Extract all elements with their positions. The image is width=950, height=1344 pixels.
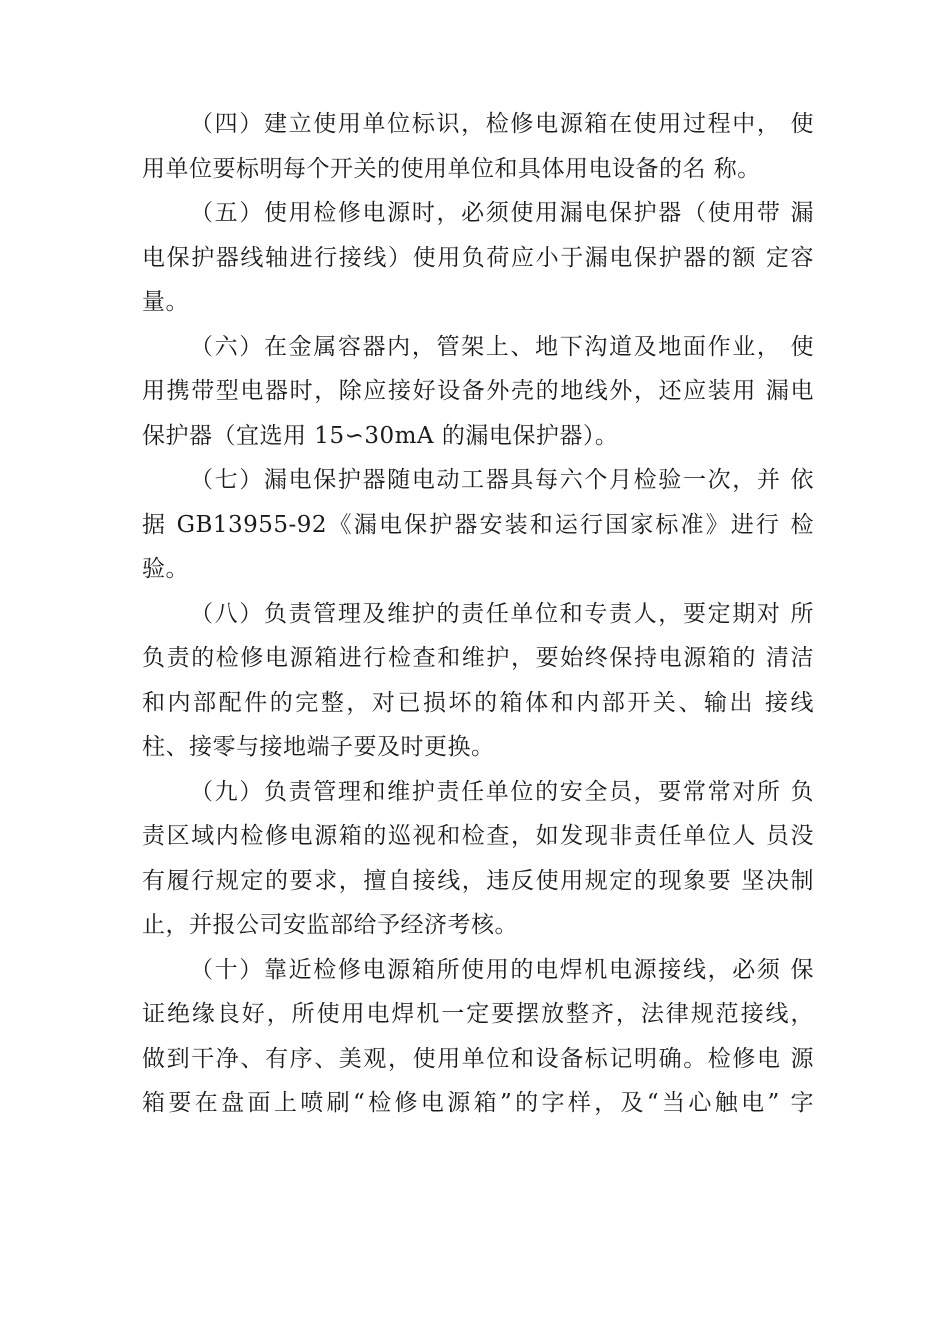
text-line: 电保护器线轴进行接线）使用负荷应小于漏电保护器的额 定容 bbox=[142, 244, 814, 271]
text-line: （五）使用检修电源时，必须使用漏电保护器（使用带 漏 bbox=[190, 200, 814, 226]
text-line: 证绝缘良好，所使用电焊机一定要摆放整齐，法律规范接线， bbox=[142, 1001, 814, 1027]
text-line: 箱要在盘面上喷刷“检修电源箱”的字样，及“当心触电” 字 bbox=[142, 1090, 814, 1116]
paragraph-7 bbox=[142, 458, 814, 592]
paragraph-8 bbox=[142, 592, 814, 770]
text-line: 负责的检修电源箱进行检查和维护，要始终保持电源箱的 清洁 bbox=[142, 645, 814, 671]
paragraph-6 bbox=[142, 325, 814, 459]
text-line: 据 GB13955-92《漏电保护器安装和运行国家标准》进行 检 bbox=[142, 511, 814, 538]
text-line: （七）漏电保护器随电动工器具每六个月检验一次，并 依 bbox=[190, 467, 814, 493]
text-line: 做到干净、有序、美观，使用单位和设备标记明确。检修电 源 bbox=[142, 1045, 814, 1072]
text-line: 和内部配件的完整，对已损坏的箱体和内部开关、输出 接线 bbox=[142, 689, 814, 716]
document-body bbox=[142, 102, 814, 1126]
text-line: （八）负责管理及维护的责任单位和专责人，要定期对 所 bbox=[190, 600, 814, 627]
text-line: （六）在金属容器内，管架上、地下沟道及地面作业， 使 bbox=[190, 333, 814, 360]
paragraph-5 bbox=[142, 191, 814, 325]
text-line: 用单位要标明每个开关的使用单位和具体用电设备的名 称。 bbox=[142, 155, 761, 182]
text-line: （十）靠近检修电源箱所使用的电焊机电源接线，必须 保 bbox=[190, 956, 814, 983]
text-line: （九）负责管理和维护责任单位的安全员，要常常对所 负 bbox=[190, 778, 814, 805]
text-line: 量。 bbox=[142, 289, 189, 315]
paragraph-9 bbox=[142, 770, 814, 948]
text-line: 责区域内检修电源箱的巡视和检查，如发现非责任单位人 员没 bbox=[142, 823, 814, 849]
paragraph-10 bbox=[142, 948, 814, 1126]
text-line: 验。 bbox=[142, 556, 189, 582]
paragraph-4 bbox=[142, 102, 814, 191]
text-line: 止，并报公司安监部给予经济考核。 bbox=[142, 912, 518, 938]
text-line: 有履行规定的要求，擅自接线，违反使用规定的现象要 坚决制 bbox=[142, 867, 814, 894]
text-line: 柱、接零与接地端子要及时更换。 bbox=[142, 734, 495, 760]
text-line: 用携带型电器时，除应接好设备外壳的地线外，还应装用 漏电 bbox=[142, 378, 814, 404]
text-line: （四）建立使用单位标识，检修电源箱在使用过程中， 使 bbox=[190, 111, 814, 137]
text-line: 保护器（宜选用 15∽30mA 的漏电保护器）。 bbox=[142, 422, 619, 449]
